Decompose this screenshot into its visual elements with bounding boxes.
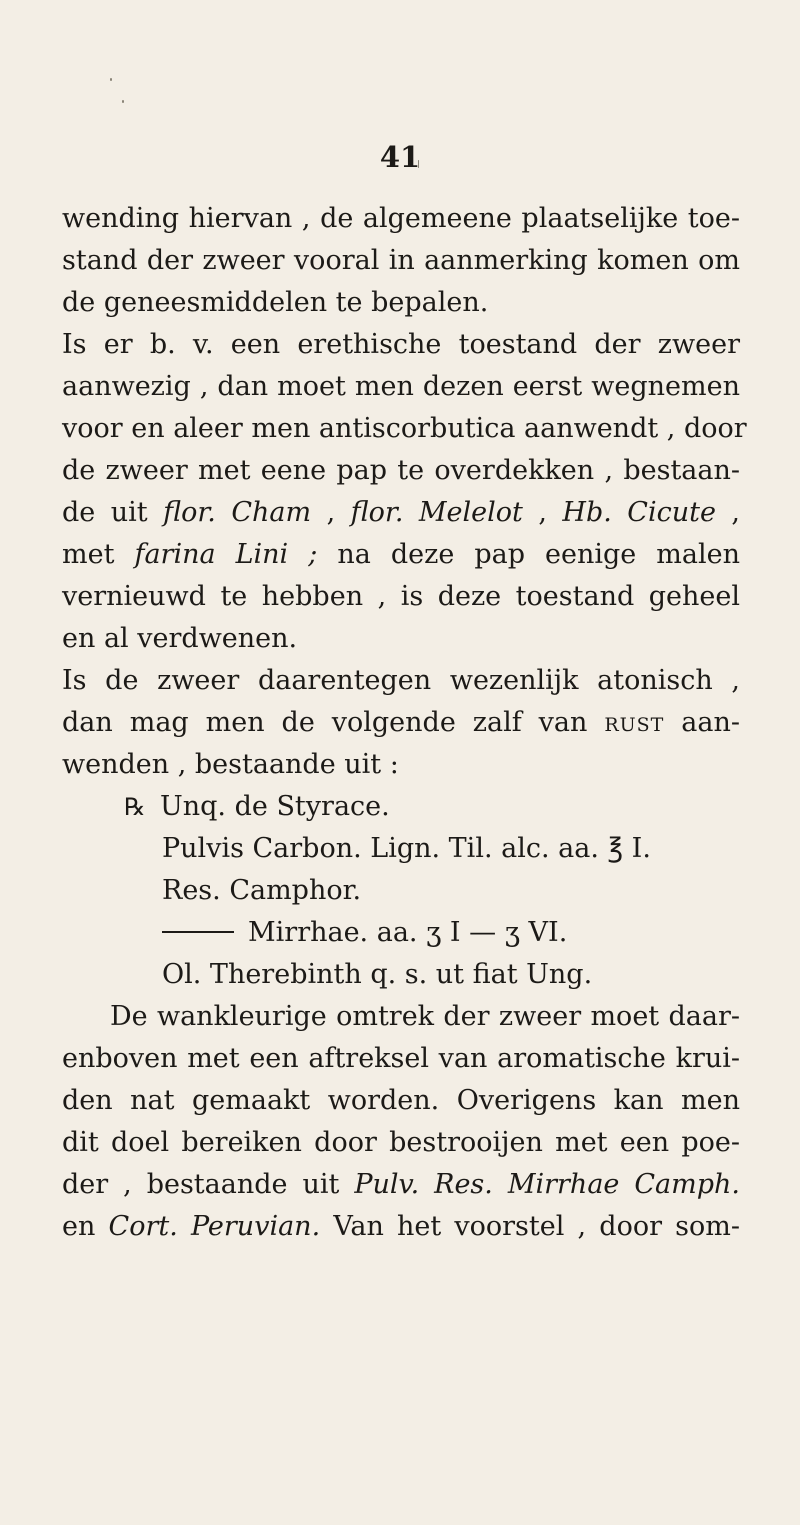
text-run: aan- (664, 707, 740, 738)
recipe-text: Mirrhae. aa. ʒ I — ʒ VI. (248, 917, 568, 948)
text-line: stand der zweer vooral in aanmerking komen om (62, 245, 740, 276)
recipe-line: Pulvis Carbon. Lign. Til. alc. aa. ℥ I. (162, 833, 651, 864)
paper-speck (110, 78, 112, 81)
text-run: , (522, 497, 563, 528)
text-line: den nat gemaakt worden. Overigens kan men (62, 1085, 740, 1116)
text-line: de zweer met eene pap te overdekken , bestaan- (62, 455, 740, 486)
body-text (62, 198, 747, 1248)
text-line (62, 702, 740, 744)
text-line: De wankleurige omtrek der zweer moet daar- (110, 1001, 740, 1032)
text-line: de geneesmiddelen te bepalen. (62, 287, 489, 318)
recipe-line (62, 912, 740, 954)
recipe-line (62, 786, 740, 828)
recipe-line: Res. Camphor. (162, 875, 362, 906)
text-line: en al verdwenen. (62, 623, 298, 654)
text-run: , (715, 497, 741, 528)
text-line: vernieuwd te hebben , is deze toestand geheel (62, 581, 740, 612)
latin-term: farina Lini ; (134, 539, 318, 570)
paper-speck (122, 100, 124, 103)
latin-term: Hb. Cicute (562, 497, 716, 528)
page-number: 41 (379, 140, 421, 174)
text-line: aanwezig , dan moet men dezen eerst wegnemen (62, 371, 740, 402)
author-name: rust (604, 707, 665, 738)
text-line: dit doel bereiken door bestrooijen met een poe- (62, 1127, 740, 1158)
recipe-text: Unq. de Styrace. (160, 791, 390, 822)
ditto-dash (162, 931, 234, 933)
text-line (62, 534, 740, 576)
latin-term: Pulv. Res. Mirrhae Camph. (354, 1169, 740, 1200)
latin-term: flor. Cham (163, 497, 312, 528)
text-line: Is de zweer daarentegen wezenlijk atonisch , (62, 665, 740, 696)
text-line: wending hiervan , de algemeene plaatselijke toe- (62, 203, 740, 234)
text-run: met (62, 539, 135, 570)
text-line (62, 492, 740, 534)
text-run: en (62, 1211, 109, 1242)
text-line: enboven met een aftreksel van aromatische krui- (62, 1043, 740, 1074)
text-run: na deze pap eenige malen (317, 539, 740, 570)
text-run: dan mag men de volgende zalf van (62, 707, 605, 738)
text-line (62, 1206, 740, 1248)
latin-term: Cort. Peruvian. (108, 1211, 321, 1242)
text-run: Van het voorstel , door som- (320, 1211, 740, 1242)
text-line: wenden , bestaande uit : (62, 749, 399, 780)
text-line: Is er b. v. een erethische toestand der zweer (62, 329, 740, 360)
text-run: de uit (62, 497, 164, 528)
text-run: , (311, 497, 351, 528)
recipe-line: Ol. Therebinth q. s. ut fiat Ung. (162, 959, 593, 990)
text-line (62, 1164, 740, 1206)
latin-term: flor. Melelot (350, 497, 523, 528)
text-run: der , bestaande uit (62, 1169, 355, 1200)
recipe-symbol: ℞ (124, 793, 146, 821)
text-line: voor en aleer men antiscorbutica aanwendt , door (62, 413, 747, 444)
